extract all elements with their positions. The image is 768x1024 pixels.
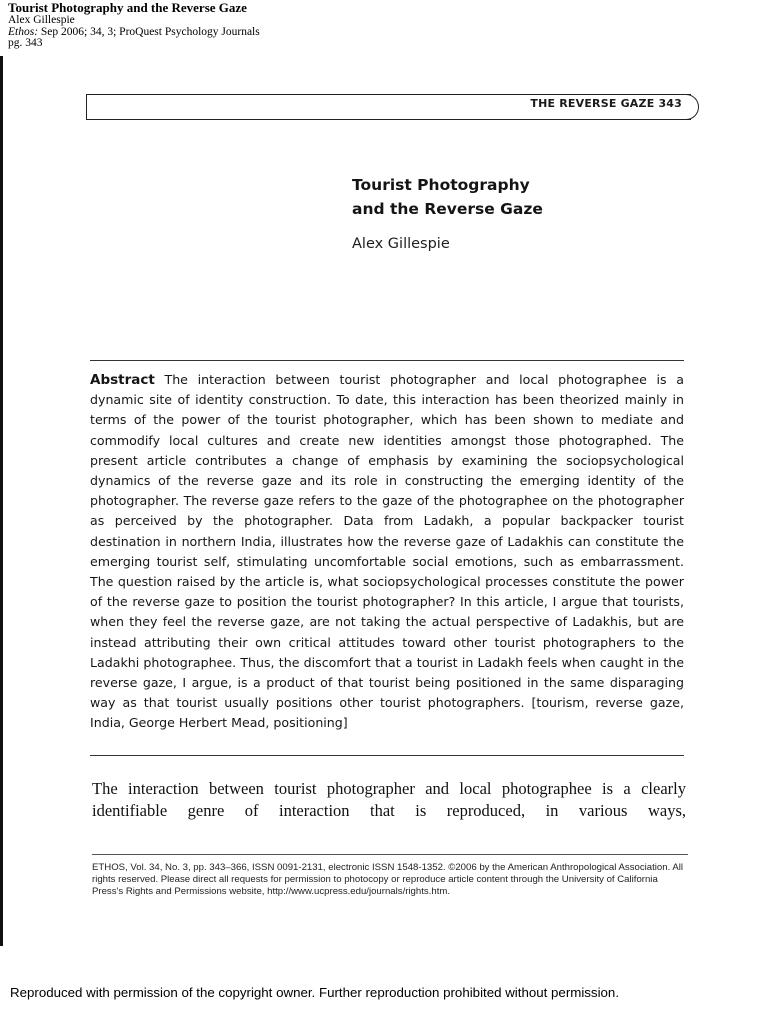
citation-title: Tourist Photography and the Reverse Gaze: [8, 0, 247, 15]
article-author: Alex Gillespie: [352, 236, 450, 252]
copyright-footnote: ETHOS, Vol. 34, No. 3, pp. 343–366, ISSN 0091-2131, electronic ISSN 1548-1352. ©2006 by the American Anthropological Association. All rights reserved. Please direct all requests for permission to photocopy or reproduce article content through the University of California Press's Rights and Permissions website, http://www.ucpress.edu/journals/rights.htm.: [92, 862, 684, 898]
running-head: THE REVERSE GAZE 343: [530, 97, 682, 110]
citation-page: pg. 343: [8, 37, 43, 49]
citation-journal-line: [8, 27, 260, 39]
running-head-frame-cap: [684, 94, 699, 120]
abstract-text: The interaction between tourist photographer and local photographee is a dynamic site of identity construction. To date, this interaction has been theorized mainly in terms of the power of the tourist photographer, which has been shown to mediate and commodify local cultures and create new identities amongst those photographed. The present article contributes a change of emphasis by examining the sociopsychological dynamics of the reverse gaze and its role in constructing the emerging identity of the photographer. The reverse gaze refers to the gaze of the photographee on the photographer as perceived by the photographer. Data from Ladakh, a popular backpacker tourist destination in northern India, illustrates how the reverse gaze of Ladakhis can constitute the emerging tourist self, stimulating uncomfortable social emotions, such as embarrassment. The question raised by the article is, what sociopsychological processes constitute the power of the reverse gaze to position the tourist photographer? In this article, I argue that tourists, when they feel the reverse gaze, are not taking the actual perspective of Ladakhis, but are instead attributing their own critical attitudes toward other tourist photographers to the Ladakhi photographee. Thus, the discomfort that a tourist in Ladakh feels when caught in the reverse gaze, I argue, is a product of that tourist being positioned in the same disparaging way as that tourist usually positions other tourist photographers. [tourism, reverse gaze, India, George Herbert Mead, positioning]: [90, 372, 684, 731]
reproduction-notice: Reproduced with permission of the copyright owner. Further reproduction prohibited without permission.: [10, 985, 620, 1000]
abstract-top-rule: [90, 360, 684, 361]
body-paragraph: The interaction between tourist photographer and local photographee is a clearly identifiable genre of interaction that is reproduced, in various ways,: [92, 779, 686, 820]
citation-block: [8, 1, 260, 50]
scan-edge: [0, 56, 3, 946]
article-title-line-2: and the Reverse Gaze: [352, 200, 543, 218]
abstract-bottom-rule: [90, 755, 684, 756]
abstract: [90, 370, 684, 734]
article-title: [352, 173, 543, 221]
article-title-line-1: Tourist Photography: [352, 176, 530, 194]
footnote-rule: [92, 854, 688, 855]
citation-journal: Ethos:: [8, 25, 39, 38]
abstract-label: Abstract: [90, 372, 155, 388]
citation-details: Sep 2006; 34, 3; ProQuest Psychology Journals: [38, 25, 260, 38]
citation-author: Alex Gillespie: [8, 14, 75, 26]
